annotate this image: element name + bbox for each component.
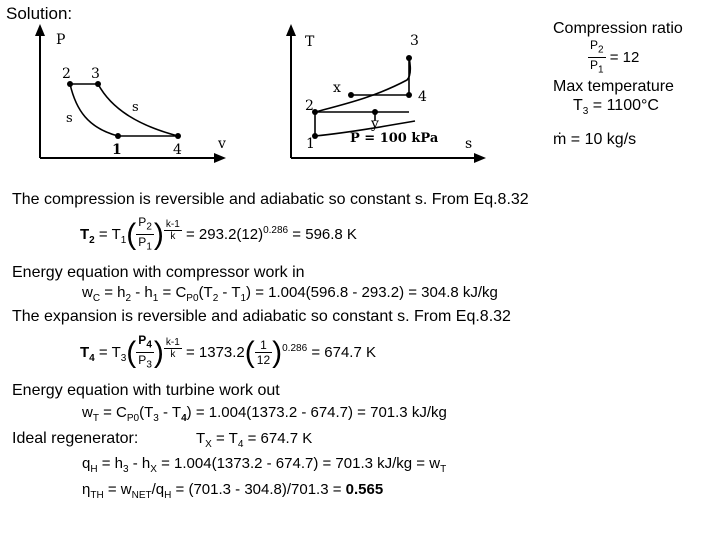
ts-pressure-label: P = 100 kPa [350,131,439,146]
pv-label-1: 1 [112,142,122,158]
ts-label-2: 2 [305,98,314,114]
line-compressor-energy: Energy equation with compressor work in [12,264,305,281]
eq-t4: $T_4 = T_3$( $\frac{P_4}{P_3}$ ) $^{\frac{k-1}{k}}$ = 1373.2( $\frac{1}{12}$ )$^{0.286}$ = 674.7 K [80,333,376,371]
compression-ratio-value: $\frac{P_2}{P_1}$ = 12 [590,38,640,76]
ts-point-x [348,92,354,98]
ts-point-4 [406,92,412,98]
t3-value: $T_3 = 1100^\circ C$ [573,97,659,118]
pv-label-s2: s [132,100,139,115]
ts-label-4: 4 [418,89,427,105]
line-compression: The compression is reversible and adiabatic so constant s. From Eq.8.32 [12,191,529,208]
line-regenerator: Ideal regenerator: [12,430,139,447]
ts-xlabel: s [465,136,473,152]
pv-x-arrow [214,153,226,163]
line-turbine-energy: Energy equation with turbine work out [12,382,280,399]
pv-point-1 [115,133,121,139]
eq-wc: $w_C = h_2 - h_1 = C_{P0}(T_2 - T_1) = 1.004(596.8 - 293.2) = 304.8$ kJ/kg [82,284,498,304]
pv-y-arrow [35,24,45,36]
pv-ylabel: P [56,32,66,48]
pv-diagram [20,20,235,170]
pv-point-4 [175,133,181,139]
line-expansion: The expansion is reversible and adiabatic so constant s. From Eq.8.32 [12,308,511,325]
ts-ylabel: T [305,34,315,50]
pv-label-2: 2 [62,66,71,82]
pv-curve-2-1 [70,84,118,136]
mass-flow-rate: ṁ = 10 kg/s [553,131,637,148]
ts-label-3: 3 [410,33,419,49]
eq-eta: $\eta_{TH} = w_{NET}/q_H = (701.3 - 304.8)/701.3 = 0.565$ [82,481,384,501]
ts-x-arrow [474,153,486,163]
ts-label-y: y [371,116,379,132]
ts-label-1: 1 [306,136,315,152]
pv-label-3: 3 [91,66,100,82]
ts-y-arrow [286,24,296,36]
ts-isobar-high [315,58,410,112]
ts-label-x: x [333,80,341,96]
pv-label-s1: s [66,111,73,126]
efficiency-result: 0.565 [345,481,384,498]
eq-wt: $w_T = C_{P0}(T_3 - T_4) = 1.004(1373.2 - 674.7) = 701.3$ kJ/kg [82,404,447,424]
eq-t2: $T_2 = T_1$( $\frac{P_2}{P_1}$ ) $^{\frac{k-1}{k}}$ = $293.2(12)^{0.286} = 596.8$ K [80,215,357,253]
ts-point-y [372,109,378,115]
ts-diagram [275,20,505,170]
pv-xlabel: v [218,136,226,152]
solution-heading: Solution: [6,4,73,23]
eq-qh: $q_H = h_3 - h_X = 1.004(1373.2 - 674.7) = 701.3$ $kJ/kg = w_T$ [82,455,447,475]
max-temperature-label: Max temperature [553,78,674,95]
ts-point-3 [406,55,412,61]
compression-ratio-label: Compression ratio [553,20,683,37]
pv-label-4: 4 [173,142,182,158]
eq-tx: $T_X = T_4 = 674.7$ K [196,430,313,450]
